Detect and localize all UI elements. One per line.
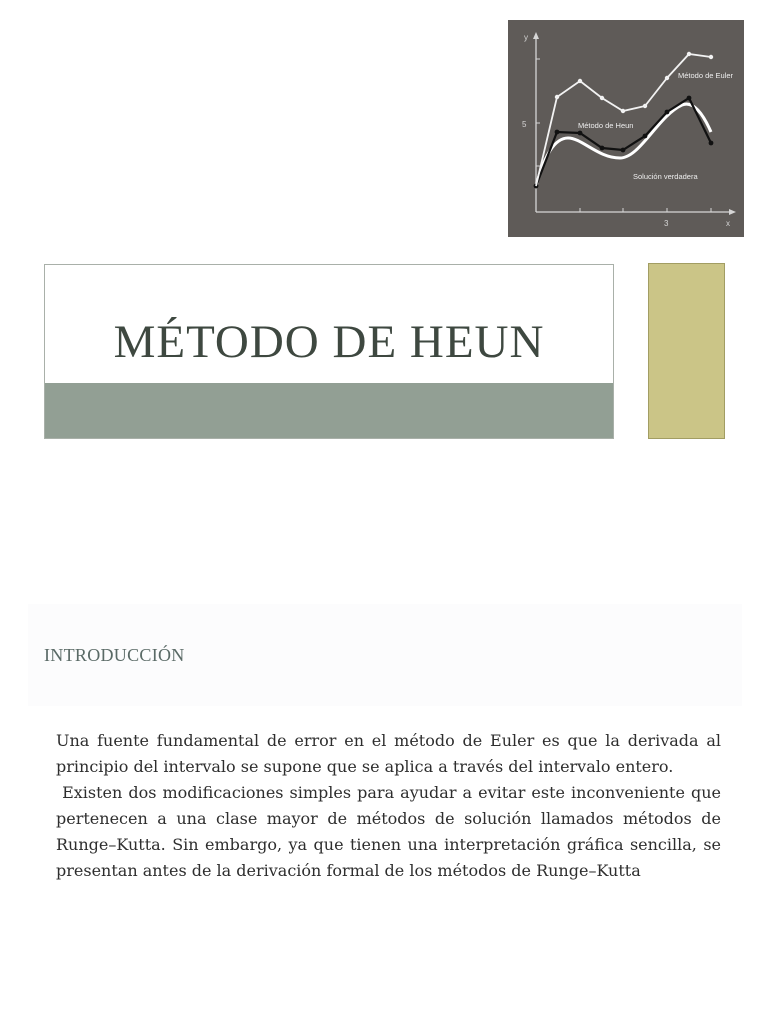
heun-point xyxy=(555,130,560,135)
heun-point xyxy=(643,134,648,139)
euler-point xyxy=(643,104,647,108)
y-axis-arrow xyxy=(533,32,539,39)
x-tick-label: 3 xyxy=(664,219,669,228)
x-axis-label: x xyxy=(726,219,730,228)
intro-body xyxy=(56,728,727,884)
heun-point xyxy=(600,146,605,151)
heun-point xyxy=(665,110,670,115)
true-solution-label: Solución verdadera xyxy=(633,172,698,181)
y-axis-label: y xyxy=(524,33,528,42)
euler-point xyxy=(578,79,582,83)
intro-paragraph-2: Existen dos modificaciones simples para ayudar a evitar este inconveniente que pertenecen a una clase mayor de métodos de solución llamados métodos de Runge–Kutta. Sin embargo, ya que tienen una interpretación gráfica sencilla, se presentan antes de la derivación formal de los métodos de Runge–Kutta xyxy=(56,783,727,880)
title-box xyxy=(44,264,614,439)
heun-point xyxy=(578,131,583,136)
x-axis-arrow xyxy=(729,209,736,215)
heun-point xyxy=(687,96,692,101)
intro-paragraph-1: Una fuente fundamental de error en el método de Euler es que la derivada al principio del intervalo se supone que se aplica a través del intervalo entero. xyxy=(56,731,721,776)
euler-point xyxy=(709,55,713,59)
euler-point xyxy=(621,109,625,113)
page-title: MÉTODO DE HEUN xyxy=(113,316,545,368)
heun-point xyxy=(709,141,714,146)
intro-heading: INTRODUCCIÓN xyxy=(44,645,185,665)
euler-point xyxy=(687,52,691,56)
heun-label: Método de Heun xyxy=(578,121,634,130)
euler-point xyxy=(665,76,669,80)
y-tick-label: 5 xyxy=(522,120,527,129)
figure-graph xyxy=(508,20,744,237)
heun-euler-figure xyxy=(508,20,744,237)
accent-box xyxy=(648,263,725,439)
heun-point xyxy=(621,148,626,153)
euler-label: Método de Euler xyxy=(678,71,734,80)
euler-point xyxy=(555,95,559,99)
title-band xyxy=(45,383,613,438)
euler-point xyxy=(600,96,604,100)
